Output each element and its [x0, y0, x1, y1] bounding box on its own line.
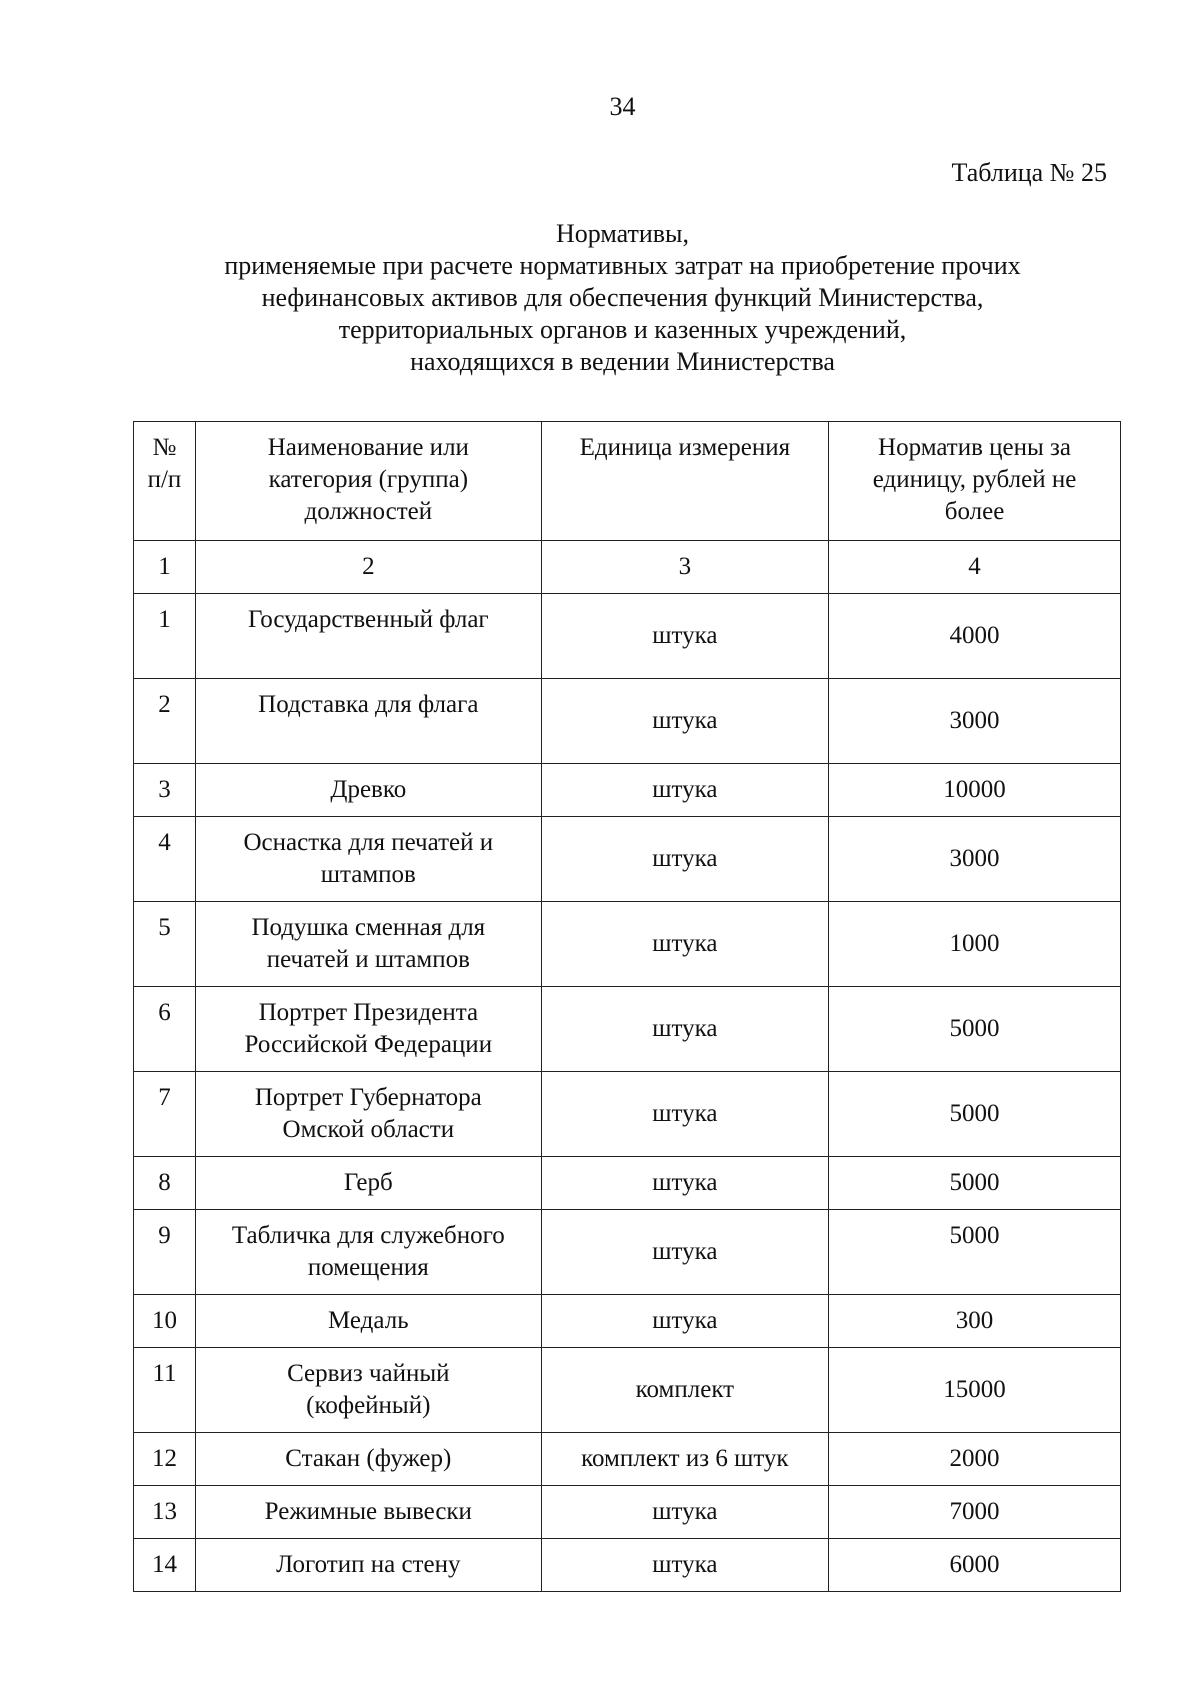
index-cell: 4	[829, 541, 1121, 594]
table-row	[134, 1295, 1121, 1348]
header-price: Норматив цены за единицу, рублей не более	[829, 422, 1121, 541]
row-number: 4	[134, 817, 196, 902]
item-unit: штука	[541, 902, 828, 987]
item-name-text: Подставка для флага	[258, 691, 479, 718]
item-price: 7000	[829, 1486, 1121, 1539]
header-name: Наименование или категория (группа) должностей	[195, 422, 541, 541]
table-label: Таблица № 25	[951, 158, 1107, 187]
table-row	[134, 1348, 1121, 1433]
item-unit: штука	[541, 1072, 828, 1157]
item-price: 3000	[829, 679, 1121, 764]
item-unit: комплект из 6 штук	[541, 1433, 828, 1486]
item-unit: штука	[541, 1295, 828, 1348]
row-number: 5	[134, 902, 196, 987]
item-name-text: Табличка для служебного помещения	[231, 1222, 505, 1281]
column-index-row	[134, 541, 1121, 594]
item-name-text: Медаль	[328, 1307, 409, 1334]
table-row	[134, 1072, 1121, 1157]
row-number: 13	[134, 1486, 196, 1539]
table-row	[134, 1210, 1121, 1295]
item-name-text: Портрет Президента Российской Федерации	[244, 999, 493, 1058]
table-header-row	[134, 422, 1121, 541]
item-unit: штука	[541, 1486, 828, 1539]
row-number: 7	[134, 1072, 196, 1157]
table-row	[134, 1433, 1121, 1486]
norms-table	[133, 421, 1121, 1592]
item-name-text: Сервиз чайный (кофейный)	[287, 1360, 450, 1419]
index-cell: 2	[195, 541, 541, 594]
item-name	[195, 1072, 541, 1157]
item-name-text: Герб	[343, 1169, 393, 1196]
item-unit: штука	[541, 817, 828, 902]
page-number: 34	[609, 92, 636, 121]
item-name-text: Стакан (фужер)	[285, 1445, 452, 1472]
item-name	[195, 1348, 541, 1433]
item-unit: штука	[541, 987, 828, 1072]
row-number: 3	[134, 764, 196, 817]
item-name-text: Оснастка для печатей и штампов	[243, 829, 494, 888]
row-number: 1	[134, 594, 196, 679]
item-price: 5000	[829, 1210, 1121, 1295]
item-price: 5000	[829, 987, 1121, 1072]
item-unit: штука	[541, 764, 828, 817]
item-name	[195, 1157, 541, 1210]
header-number: № п/п	[134, 422, 196, 541]
table-row	[134, 1157, 1121, 1210]
item-name	[195, 817, 541, 902]
item-unit: штука	[541, 594, 828, 679]
index-cell: 3	[541, 541, 828, 594]
item-price: 6000	[829, 1539, 1121, 1592]
item-name	[195, 1433, 541, 1486]
row-number: 11	[134, 1348, 196, 1433]
item-unit: штука	[541, 679, 828, 764]
item-price: 3000	[829, 817, 1121, 902]
item-name	[195, 1210, 541, 1295]
table-row	[134, 764, 1121, 817]
item-name	[195, 1539, 541, 1592]
item-price: 5000	[829, 1157, 1121, 1210]
row-number: 8	[134, 1157, 196, 1210]
table-row	[134, 1486, 1121, 1539]
item-price: 300	[829, 1295, 1121, 1348]
item-name-text: Государственный флаг	[247, 606, 489, 633]
item-name	[195, 1486, 541, 1539]
item-price: 10000	[829, 764, 1121, 817]
row-number: 6	[134, 987, 196, 1072]
table-row	[134, 594, 1121, 679]
item-unit: штука	[541, 1539, 828, 1592]
document-title	[0, 218, 1200, 378]
title-heading: Нормативы,	[555, 219, 690, 248]
table-row	[134, 1539, 1121, 1592]
table-row	[134, 987, 1121, 1072]
item-name-text: Режимные вывески	[264, 1498, 472, 1525]
table-row	[134, 902, 1121, 987]
item-name	[195, 679, 541, 764]
row-number: 12	[134, 1433, 196, 1486]
item-price: 1000	[829, 902, 1121, 987]
item-unit: комплект	[541, 1348, 828, 1433]
item-name-text: Подушка сменная для печатей и штампов	[251, 914, 486, 973]
item-name-text: Древко	[330, 776, 407, 803]
item-name	[195, 1295, 541, 1348]
item-name	[195, 987, 541, 1072]
row-number: 10	[134, 1295, 196, 1348]
table-row	[134, 817, 1121, 902]
header-unit: Единица измерения	[541, 422, 828, 541]
item-name	[195, 594, 541, 679]
index-cell: 1	[134, 541, 196, 594]
item-price: 5000	[829, 1072, 1121, 1157]
item-name-text: Портрет Губернатора Омской области	[254, 1084, 482, 1143]
item-price: 2000	[829, 1433, 1121, 1486]
table-row	[134, 679, 1121, 764]
item-unit: штука	[541, 1157, 828, 1210]
item-name-text: Логотип на стену	[276, 1551, 461, 1578]
item-unit: штука	[541, 1210, 828, 1295]
row-number: 2	[134, 679, 196, 764]
item-name	[195, 902, 541, 987]
title-subtitle: применяемые при расчете нормативных затрат на приобретение прочих нефинансовых активов для обеспечения функций Министерства, территориальных органов и казенных учреждений, находящихся в ведении Министерства	[224, 251, 1021, 376]
item-name	[195, 764, 541, 817]
row-number: 9	[134, 1210, 196, 1295]
item-price: 4000	[829, 594, 1121, 679]
row-number: 14	[134, 1539, 196, 1592]
item-price: 15000	[829, 1348, 1121, 1433]
